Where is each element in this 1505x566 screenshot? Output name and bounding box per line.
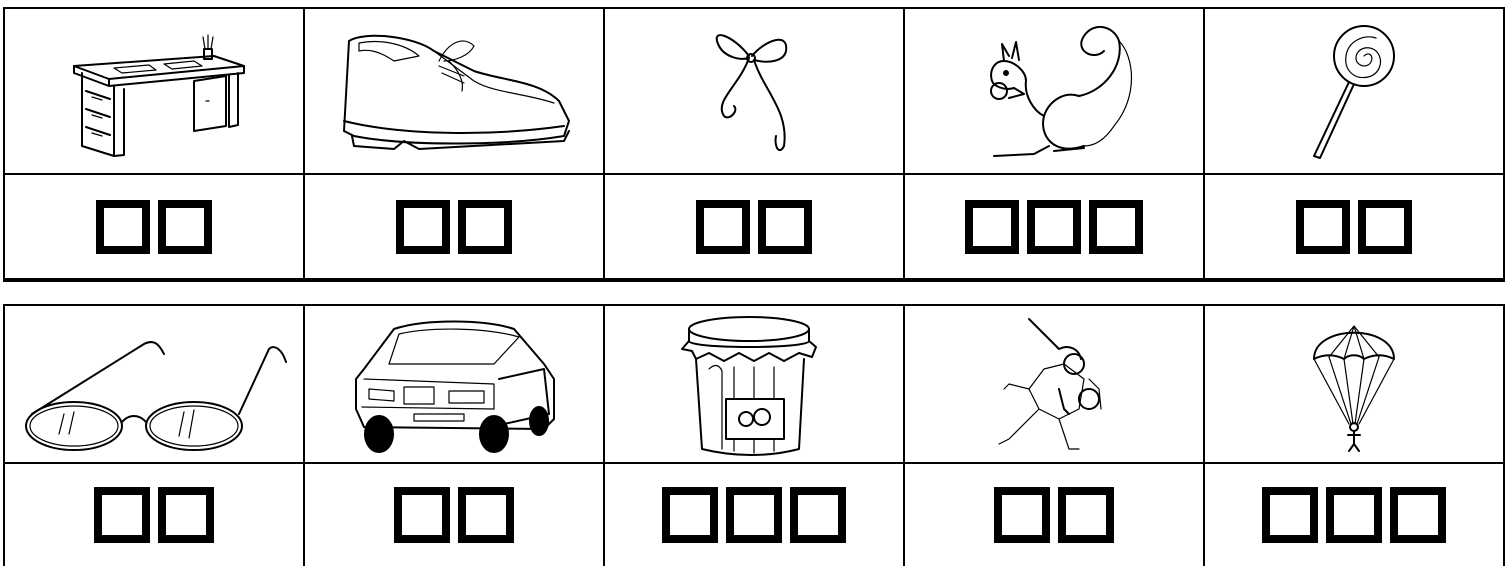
letter-box[interactable] xyxy=(1058,487,1114,543)
picture-cell xyxy=(605,306,905,464)
worksheet-row-2 xyxy=(3,304,1505,566)
letter-box[interactable] xyxy=(790,487,846,543)
letter-box[interactable] xyxy=(965,200,1019,254)
picture-cell xyxy=(905,9,1205,175)
picture-cell xyxy=(605,9,905,175)
letter-box[interactable] xyxy=(394,487,450,543)
worksheet-row-1 xyxy=(3,7,1505,282)
answer-cell xyxy=(305,175,605,280)
letter-box[interactable] xyxy=(1089,200,1143,254)
answer-cell xyxy=(5,175,305,280)
letter-boxes xyxy=(965,200,1143,254)
shoe-icon xyxy=(324,21,584,161)
letter-boxes xyxy=(1262,487,1446,543)
parachute-icon xyxy=(1304,309,1404,459)
letter-boxes xyxy=(662,487,846,543)
letter-box[interactable] xyxy=(1358,200,1412,254)
picture-cell xyxy=(5,306,305,464)
letter-boxes xyxy=(696,200,812,254)
letter-box[interactable] xyxy=(458,487,514,543)
letter-box[interactable] xyxy=(696,200,750,254)
picture-cell xyxy=(305,9,605,175)
answer-cell xyxy=(1205,175,1505,280)
letter-box[interactable] xyxy=(1326,487,1382,543)
answer-cell xyxy=(605,464,905,566)
picture-cell xyxy=(1205,9,1505,175)
letter-box[interactable] xyxy=(458,200,512,254)
letter-box[interactable] xyxy=(158,200,212,254)
answer-cell xyxy=(5,464,305,566)
letter-box[interactable] xyxy=(158,487,214,543)
squirrel-icon xyxy=(954,16,1154,166)
picture-cell xyxy=(1205,306,1505,464)
letter-box[interactable] xyxy=(994,487,1050,543)
desk-icon xyxy=(54,21,254,161)
letter-boxes xyxy=(396,200,512,254)
letter-boxes xyxy=(394,487,514,543)
letter-boxes xyxy=(1296,200,1412,254)
jam-jar-icon xyxy=(674,309,834,459)
letter-box[interactable] xyxy=(1262,487,1318,543)
lollipop-icon xyxy=(1294,16,1414,166)
picture-cell xyxy=(905,306,1205,464)
letter-box[interactable] xyxy=(1296,200,1350,254)
letter-boxes xyxy=(94,487,214,543)
judo-icon xyxy=(989,309,1119,459)
car-icon xyxy=(344,309,564,459)
letter-box[interactable] xyxy=(1027,200,1081,254)
picture-cell xyxy=(305,306,605,464)
answer-cell xyxy=(305,464,605,566)
letter-box[interactable] xyxy=(1390,487,1446,543)
letter-box[interactable] xyxy=(726,487,782,543)
letter-box[interactable] xyxy=(96,200,150,254)
ribbon-bow-icon xyxy=(694,16,814,166)
letter-box[interactable] xyxy=(396,200,450,254)
letter-boxes xyxy=(96,200,212,254)
letter-box[interactable] xyxy=(758,200,812,254)
answer-cell xyxy=(905,464,1205,566)
letter-box[interactable] xyxy=(662,487,718,543)
letter-boxes xyxy=(994,487,1114,543)
answer-cell xyxy=(905,175,1205,280)
answer-cell xyxy=(1205,464,1505,566)
glasses-icon xyxy=(14,314,294,454)
letter-box[interactable] xyxy=(94,487,150,543)
answer-cell xyxy=(605,175,905,280)
picture-cell xyxy=(5,9,305,175)
